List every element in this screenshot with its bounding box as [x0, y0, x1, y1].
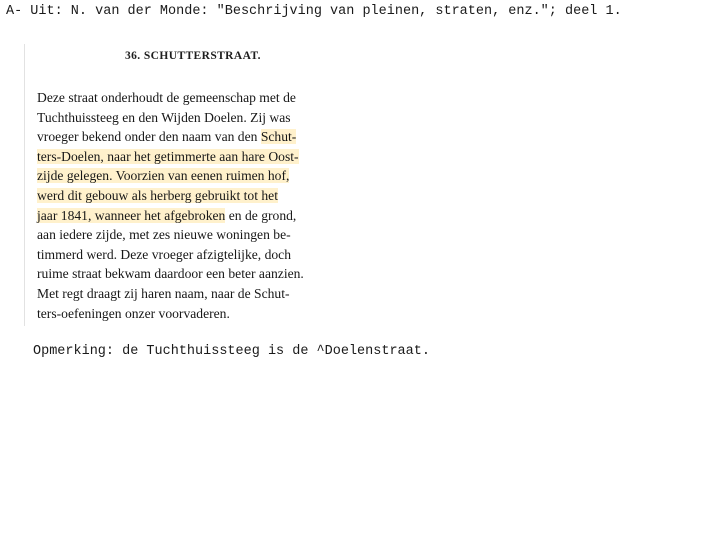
text-line: jaar 1841, wanneer het afgebroken en de grond,: [37, 207, 297, 223]
highlighted-text: jaar 1841, wanneer het afgebroken: [37, 207, 226, 223]
text-line: vroeger bekend onder den naam van den Schut-: [37, 129, 297, 145]
text-line: [37, 147, 304, 167]
text-line: ters-oefeningen onzer voorvaderen.: [37, 305, 230, 321]
section-heading: 36. SCHUTTERSTRAAT.: [125, 50, 261, 62]
text-line: ruime straat bekwam daardoor een beter aanzien.: [37, 266, 304, 282]
excerpt-body: [37, 88, 304, 323]
highlighted-text: werd dit gebouw als herberg gebruikt tot het: [37, 187, 278, 203]
text-line: [37, 166, 304, 186]
source-citation: A- Uit: N. van der Monde: "Beschrijving van pleinen, straten, enz."; deel 1.: [6, 4, 622, 19]
highlighted-text: ters-Doelen, naar het getimmerte aan hare Oost-: [37, 148, 299, 164]
book-excerpt-clipping: [24, 44, 375, 326]
text-line: aan iedere zijde, met zes nieuwe woningen be-: [37, 227, 291, 243]
remark-note: Opmerking: de Tuchthuissteeg is de ^Doelenstraat.: [33, 344, 430, 359]
text-line: Met regt draagt zij haren naam, naar de Schut-: [37, 285, 290, 301]
text-line: Tuchthuissteeg en den Wijden Doelen. Zij was: [37, 109, 291, 125]
text-line: timmerd werd. Deze vroeger afzigtelijke, doch: [37, 246, 292, 262]
text-line: Deze straat onderhoudt de gemeenschap met de: [37, 90, 296, 105]
highlighted-text: Schut-: [260, 129, 297, 145]
highlighted-text: zijde gelegen. Voorzien van eenen ruimen hof,: [37, 168, 290, 184]
text-line: [37, 186, 304, 206]
